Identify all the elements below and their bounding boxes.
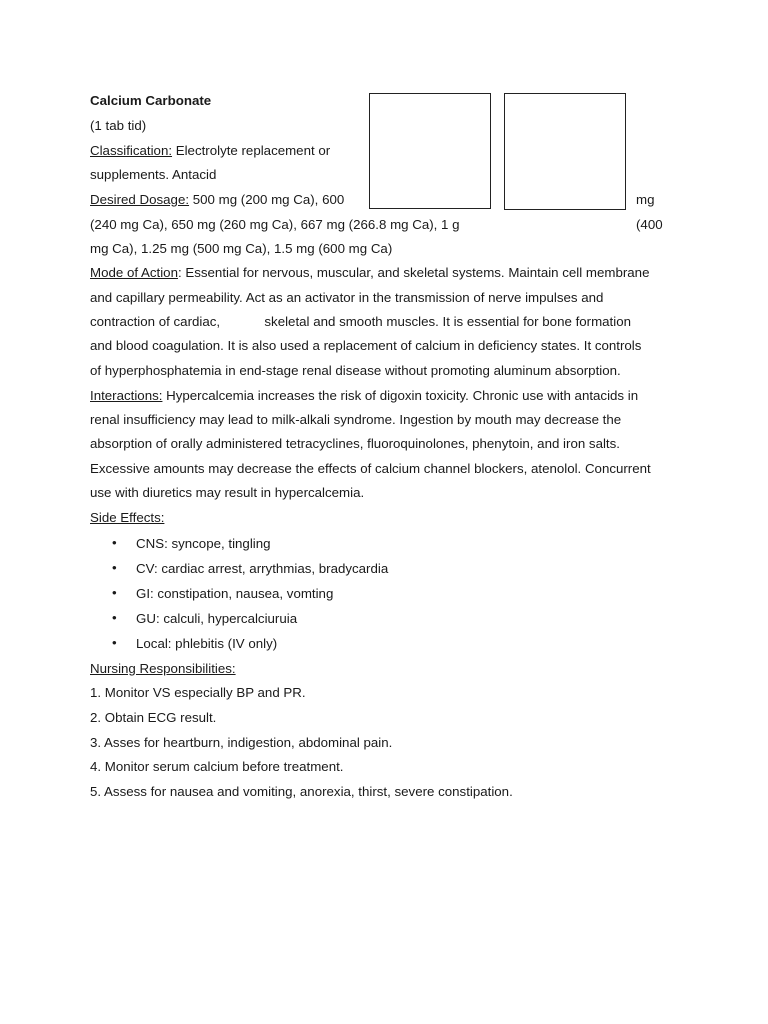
interactions-line-1: [90, 387, 638, 405]
side-effect-item-4: GU: calculi, hypercalciuruia: [136, 611, 298, 626]
nursing-heading: Nursing Responsibilities:: [90, 661, 236, 676]
side-effect-bullet-4: •: [112, 610, 117, 625]
interactions-text-1: Hypercalcemia increases the risk of digoxin toxicity. Chronic use with antacids in: [162, 388, 639, 403]
mode-of-action-line-5: of hyperphosphatemia in end-stage renal disease without promoting aluminum absorption.: [90, 363, 621, 378]
classification-text-1: Electrolyte replacement or: [172, 143, 331, 158]
image-placeholder-right: [504, 93, 626, 210]
nursing-item-4: 4. Monitor serum calcium before treatment.: [90, 759, 344, 774]
side-effect-bullet-2: •: [112, 560, 117, 575]
classification-line-2: supplements. Antacid: [90, 167, 217, 182]
mode-of-action-line-2: and capillary permeability. Act as an activator in the transmission of nerve impulses and: [90, 290, 604, 305]
interactions-line-4: Excessive amounts may decrease the effects of calcium channel blockers, atenolol. Concurrent: [90, 461, 651, 476]
mode-of-action-line-1: [90, 264, 649, 282]
mode-of-action-line-4: and blood coagulation. It is also used a replacement of calcium in deficiency states. It controls: [90, 338, 642, 353]
dosage-text-1: 500 mg (200 mg Ca), 600: [189, 192, 345, 207]
interactions-line-2: renal insufficiency may lead to milk-alkali syndrome. Ingestion by mouth may decrease the: [90, 412, 622, 427]
dosage-label: Desired Dosage:: [90, 192, 190, 207]
dosage-line-1-right: mg: [636, 192, 655, 207]
mode-of-action-text-1: : Essential for nervous, muscular, and skeletal systems. Maintain cell membrane: [177, 265, 650, 280]
interactions-line-5: use with diuretics may result in hypercalcemia.: [90, 485, 365, 500]
mode-of-action-line-3: contraction of cardiac, skeletal and smooth muscles. It is essential for bone formation: [90, 314, 631, 329]
nursing-item-5: 5. Assess for nausea and vomiting, anorexia, thirst, severe constipation.: [90, 784, 513, 799]
nursing-item-3: 3. Asses for heartburn, indigestion, abdominal pain.: [90, 735, 393, 750]
image-placeholder-left: [369, 93, 491, 209]
interactions-line-3: absorption of orally administered tetracyclines, fluoroquinolones, phenytoin, and iron salts.: [90, 436, 620, 451]
nursing-item-1: 1. Monitor VS especially BP and PR.: [90, 685, 306, 700]
mode-of-action-label: Mode of Action: [90, 265, 178, 280]
side-effects-heading: Side Effects:: [90, 510, 165, 525]
nursing-item-2: 2. Obtain ECG result.: [90, 710, 217, 725]
side-effect-item-3: GI: constipation, nausea, vomting: [136, 586, 334, 601]
side-effect-bullet-3: •: [112, 585, 117, 600]
side-effect-item-5: Local: phlebitis (IV only): [136, 636, 278, 651]
interactions-label: Interactions:: [90, 388, 163, 403]
classification-line-1: [90, 142, 330, 160]
side-effect-item-2: CV: cardiac arrest, arrythmias, bradycardia: [136, 561, 389, 576]
side-effect-item-1: CNS: syncope, tingling: [136, 536, 271, 551]
side-effect-bullet-5: •: [112, 635, 117, 650]
dosage-line-1: [90, 191, 344, 209]
drug-title: Calcium Carbonate: [90, 93, 212, 108]
dosage-line-3: mg Ca), 1.25 mg (500 mg Ca), 1.5 mg (600 mg Ca): [90, 241, 393, 256]
side-effect-bullet-1: •: [112, 535, 117, 550]
dosage-line-2-right: (400: [636, 217, 663, 232]
dose-frequency: (1 tab tid): [90, 118, 147, 133]
classification-label: Classification:: [90, 143, 173, 158]
dosage-line-2: (240 mg Ca), 650 mg (260 mg Ca), 667 mg (266.8 mg Ca), 1 g: [90, 217, 460, 232]
